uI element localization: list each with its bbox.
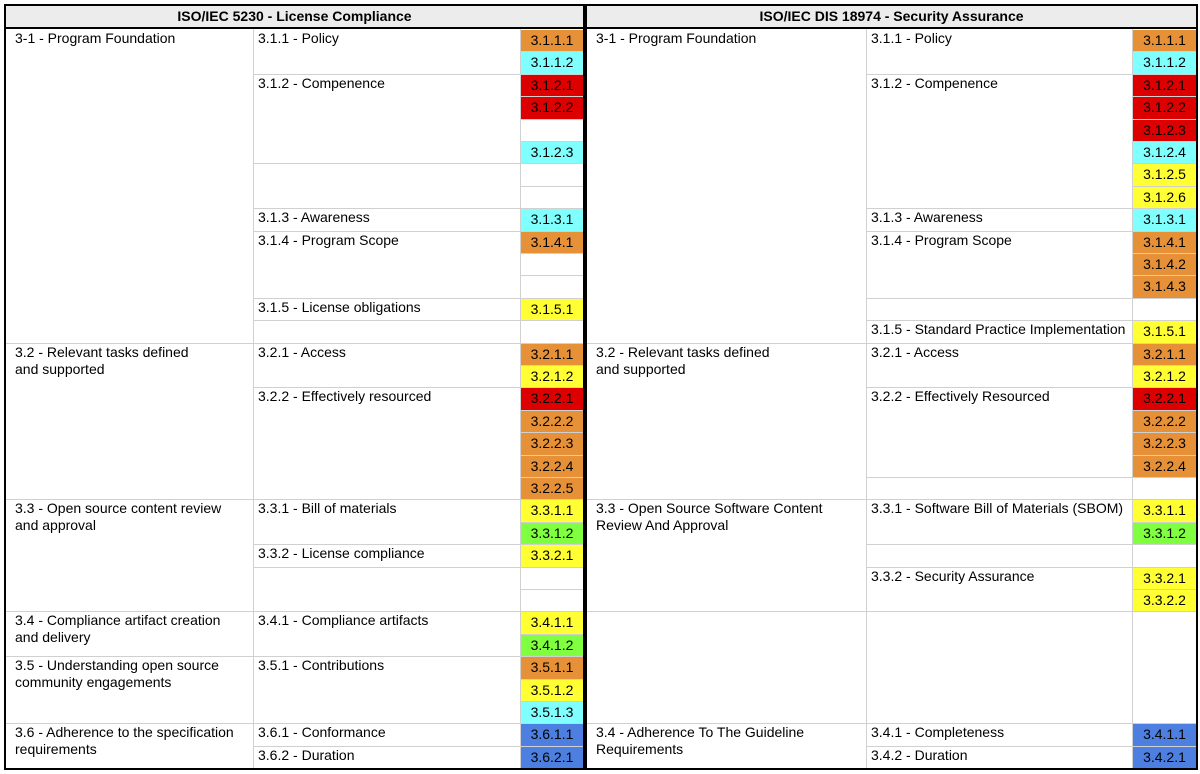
left-column-divider: [253, 29, 254, 768]
left-subtopic-8[interactable]: 3.2.2 - Effectively resourced: [258, 388, 432, 405]
right-subtopic-7[interactable]: 3.2.2 - Effectively Resourced: [871, 388, 1050, 405]
left-subtopic-10[interactable]: 3.3.2 - License compliance: [258, 545, 425, 562]
left-id-cell-17[interactable]: 3.2.2.2: [521, 411, 583, 432]
left-subtopic-15[interactable]: 3.6.2 - Duration: [258, 746, 355, 763]
right-id-cell-0[interactable]: 3.1.1.1: [1133, 30, 1196, 51]
right-column-divider: [866, 29, 867, 768]
left-id-cell-24[interactable]: [521, 568, 583, 589]
left-subtopic-4[interactable]: 3.1.4 - Program Scope: [258, 231, 399, 248]
left-border-bottom: [4, 768, 585, 770]
right-subtopic-5[interactable]: 3.1.5 - Standard Practice Implementation: [871, 321, 1126, 338]
right-id-cell-20[interactable]: [1133, 478, 1196, 499]
left-subtopic-0[interactable]: 3.1.1 - Policy: [258, 30, 339, 46]
right-id-cell-21[interactable]: 3.3.1.1: [1133, 500, 1196, 521]
right-section-1[interactable]: 3.2 - Relevant tasks defined and supported: [596, 343, 770, 377]
left-id-cell-27[interactable]: 3.4.1.2: [521, 635, 583, 656]
left-subtopic-1[interactable]: 3.1.2 - Compenence: [258, 74, 385, 91]
right-id-cell-8[interactable]: 3.1.3.1: [1133, 209, 1196, 230]
left-subtopic-5[interactable]: 3.1.5 - License obligations: [258, 298, 421, 315]
right-subtopic-12[interactable]: 3.4.1 - Completeness: [871, 724, 1005, 741]
left-subtopic-11[interactable]: [254, 567, 520, 612]
left-id-cell-26[interactable]: 3.4.1.1: [521, 612, 583, 633]
right-section-3[interactable]: [587, 611, 866, 723]
left-section-3[interactable]: 3.4 - Compliance artifact creation and delivery: [15, 612, 221, 646]
left-subtopic-6[interactable]: [254, 320, 520, 342]
left-id-cell-30[interactable]: 3.5.1.3: [521, 702, 583, 723]
left-id-cell-4[interactable]: [521, 120, 583, 141]
right-section-4[interactable]: 3.4 - Adherence To The Guideline Requirements: [596, 724, 805, 758]
left-id-cell-13[interactable]: [521, 321, 583, 342]
left-id-cell-3[interactable]: 3.1.2.2: [521, 97, 583, 118]
right-id-cell-6[interactable]: 3.1.2.5: [1133, 164, 1196, 185]
left-id-cell-15[interactable]: 3.2.1.2: [521, 366, 583, 387]
right-section-2[interactable]: 3.3 - Open Source Software Content Review And Approval: [596, 500, 823, 534]
right-subtopic-9[interactable]: 3.3.1 - Software Bill of Materials (SBOM): [871, 500, 1124, 517]
right-column-divider: [1132, 29, 1133, 768]
left-border-top: [4, 4, 585, 6]
right-id-cell-16[interactable]: 3.2.2.1: [1133, 388, 1196, 409]
left-section-2[interactable]: 3.3 - Open source content review and approval: [15, 500, 222, 534]
right-id-cell-7[interactable]: 3.1.2.6: [1133, 187, 1196, 208]
left-id-cell-10[interactable]: [521, 254, 583, 275]
right-id-cell-4[interactable]: 3.1.2.3: [1133, 120, 1196, 141]
right-subtopic-10[interactable]: [867, 544, 1132, 566]
right-id-cell-12[interactable]: [1133, 299, 1196, 320]
right-section-0[interactable]: 3-1 - Program Foundation: [596, 30, 757, 46]
left-section-4[interactable]: 3.5 - Understanding open source community engagements: [15, 657, 219, 691]
right-id-cell-27[interactable]: 3.4.2.1: [1133, 747, 1196, 768]
right-id-cell-24[interactable]: 3.3.2.1: [1133, 568, 1196, 589]
right-subtopic-1[interactable]: 3.1.2 - Compenence: [871, 74, 998, 91]
right-id-cell-5[interactable]: 3.1.2.4: [1133, 142, 1196, 163]
left-column-divider: [520, 29, 521, 768]
left-border-left: [4, 4, 6, 770]
left-id-cell-9[interactable]: 3.1.4.1: [521, 232, 583, 253]
left-id-cell-12[interactable]: 3.1.5.1: [521, 299, 583, 320]
left-id-cell-5[interactable]: 3.1.2.3: [521, 142, 583, 163]
left-subtopic-7[interactable]: 3.2.1 - Access: [258, 343, 346, 360]
left-section-5[interactable]: 3.6 - Adherence to the specification requirements: [15, 724, 234, 758]
left-id-cell-18[interactable]: 3.2.2.3: [521, 433, 583, 454]
left-id-cell-19[interactable]: 3.2.2.4: [521, 456, 583, 477]
right-id-cell-3[interactable]: 3.1.2.2: [1133, 97, 1196, 118]
right-subtopic-4[interactable]: [867, 298, 1132, 320]
left-id-cell-32[interactable]: 3.6.2.1: [521, 747, 583, 768]
left-subtopic-2[interactable]: [254, 163, 520, 208]
right-id-cell-22[interactable]: 3.3.1.2: [1133, 523, 1196, 544]
left-id-cell-23[interactable]: 3.3.2.1: [521, 545, 583, 566]
left-subtopic-9[interactable]: 3.3.1 - Bill of materials: [258, 500, 397, 517]
right-table-title: ISO/IEC DIS 18974 - Security Assurance: [587, 6, 1196, 29]
right-id-cell-1[interactable]: 3.1.1.2: [1133, 52, 1196, 73]
right-id-divider: [1132, 611, 1196, 612]
right-id-cell-9[interactable]: 3.1.4.1: [1133, 232, 1196, 253]
left-id-cell-28[interactable]: 3.5.1.1: [521, 657, 583, 678]
right-id-cell-26[interactable]: 3.4.1.1: [1133, 724, 1196, 745]
right-id-cell-2[interactable]: 3.1.2.1: [1133, 75, 1196, 96]
left-id-cell-21[interactable]: 3.3.1.1: [521, 500, 583, 521]
right-border-bottom: [585, 768, 1198, 770]
right-subtopic-2[interactable]: 3.1.3 - Awareness: [871, 209, 983, 226]
right-border-top: [585, 4, 1198, 6]
right-id-cell-15[interactable]: 3.2.1.2: [1133, 366, 1196, 387]
right-id-cell-25[interactable]: 3.3.2.2: [1133, 590, 1196, 611]
right-subtopic-3[interactable]: 3.1.4 - Program Scope: [871, 231, 1012, 248]
left-subtopic-12[interactable]: 3.4.1 - Compliance artifacts: [258, 612, 429, 629]
right-id-cell-18[interactable]: 3.2.2.3: [1133, 433, 1196, 454]
right-subtopic-8[interactable]: [867, 477, 1132, 499]
right-border-header: [585, 27, 1198, 29]
left-table-title: ISO/IEC 5230 - License Compliance: [6, 6, 583, 29]
left-id-cell-2[interactable]: 3.1.2.1: [521, 75, 583, 96]
left-id-cell-16[interactable]: 3.2.2.1: [521, 388, 583, 409]
left-id-cell-0[interactable]: 3.1.1.1: [521, 30, 583, 51]
right-id-cell-13[interactable]: 3.1.5.1: [1133, 321, 1196, 342]
right-id-cell-11[interactable]: 3.1.4.3: [1133, 276, 1196, 297]
left-subtopic-3[interactable]: 3.1.3 - Awareness: [258, 209, 370, 226]
right-id-cell-23[interactable]: [1133, 545, 1196, 566]
left-section-1[interactable]: 3.2 - Relevant tasks defined and supported: [15, 343, 189, 377]
left-id-cell-20[interactable]: 3.2.2.5: [521, 478, 583, 499]
right-id-cell-17[interactable]: 3.2.2.2: [1133, 411, 1196, 432]
right-border-right: [1196, 4, 1198, 770]
left-id-cell-6[interactable]: [521, 164, 583, 185]
left-subtopic-14[interactable]: 3.6.1 - Conformance: [258, 724, 386, 741]
left-id-cell-14[interactable]: 3.2.1.1: [521, 344, 583, 365]
left-subtopic-13[interactable]: 3.5.1 - Contributions: [258, 657, 385, 674]
left-id-cell-7[interactable]: [521, 187, 583, 208]
right-id-cell-19[interactable]: 3.2.2.4: [1133, 456, 1196, 477]
left-section-0[interactable]: 3-1 - Program Foundation: [15, 30, 176, 46]
left-id-cell-31[interactable]: 3.6.1.1: [521, 724, 583, 745]
left-id-cell-25[interactable]: [521, 590, 583, 611]
right-border-left: [585, 4, 587, 770]
right-subtopic-13[interactable]: 3.4.2 - Duration: [871, 746, 968, 763]
left-id-cell-22[interactable]: 3.3.1.2: [521, 523, 583, 544]
left-id-cell-29[interactable]: 3.5.1.2: [521, 680, 583, 701]
left-id-cell-8[interactable]: 3.1.3.1: [521, 209, 583, 230]
right-subtopic-6[interactable]: 3.2.1 - Access: [871, 343, 959, 360]
right-id-cell-14[interactable]: 3.2.1.1: [1133, 344, 1196, 365]
right-subtopic-11[interactable]: 3.3.2 - Security Assurance: [871, 567, 1035, 584]
right-id-cell-10[interactable]: 3.1.4.2: [1133, 254, 1196, 275]
right-subtopic-0[interactable]: 3.1.1 - Policy: [871, 30, 952, 46]
left-border-header: [4, 27, 585, 29]
left-id-cell-1[interactable]: 3.1.1.2: [521, 52, 583, 73]
left-id-cell-11[interactable]: [521, 276, 583, 297]
